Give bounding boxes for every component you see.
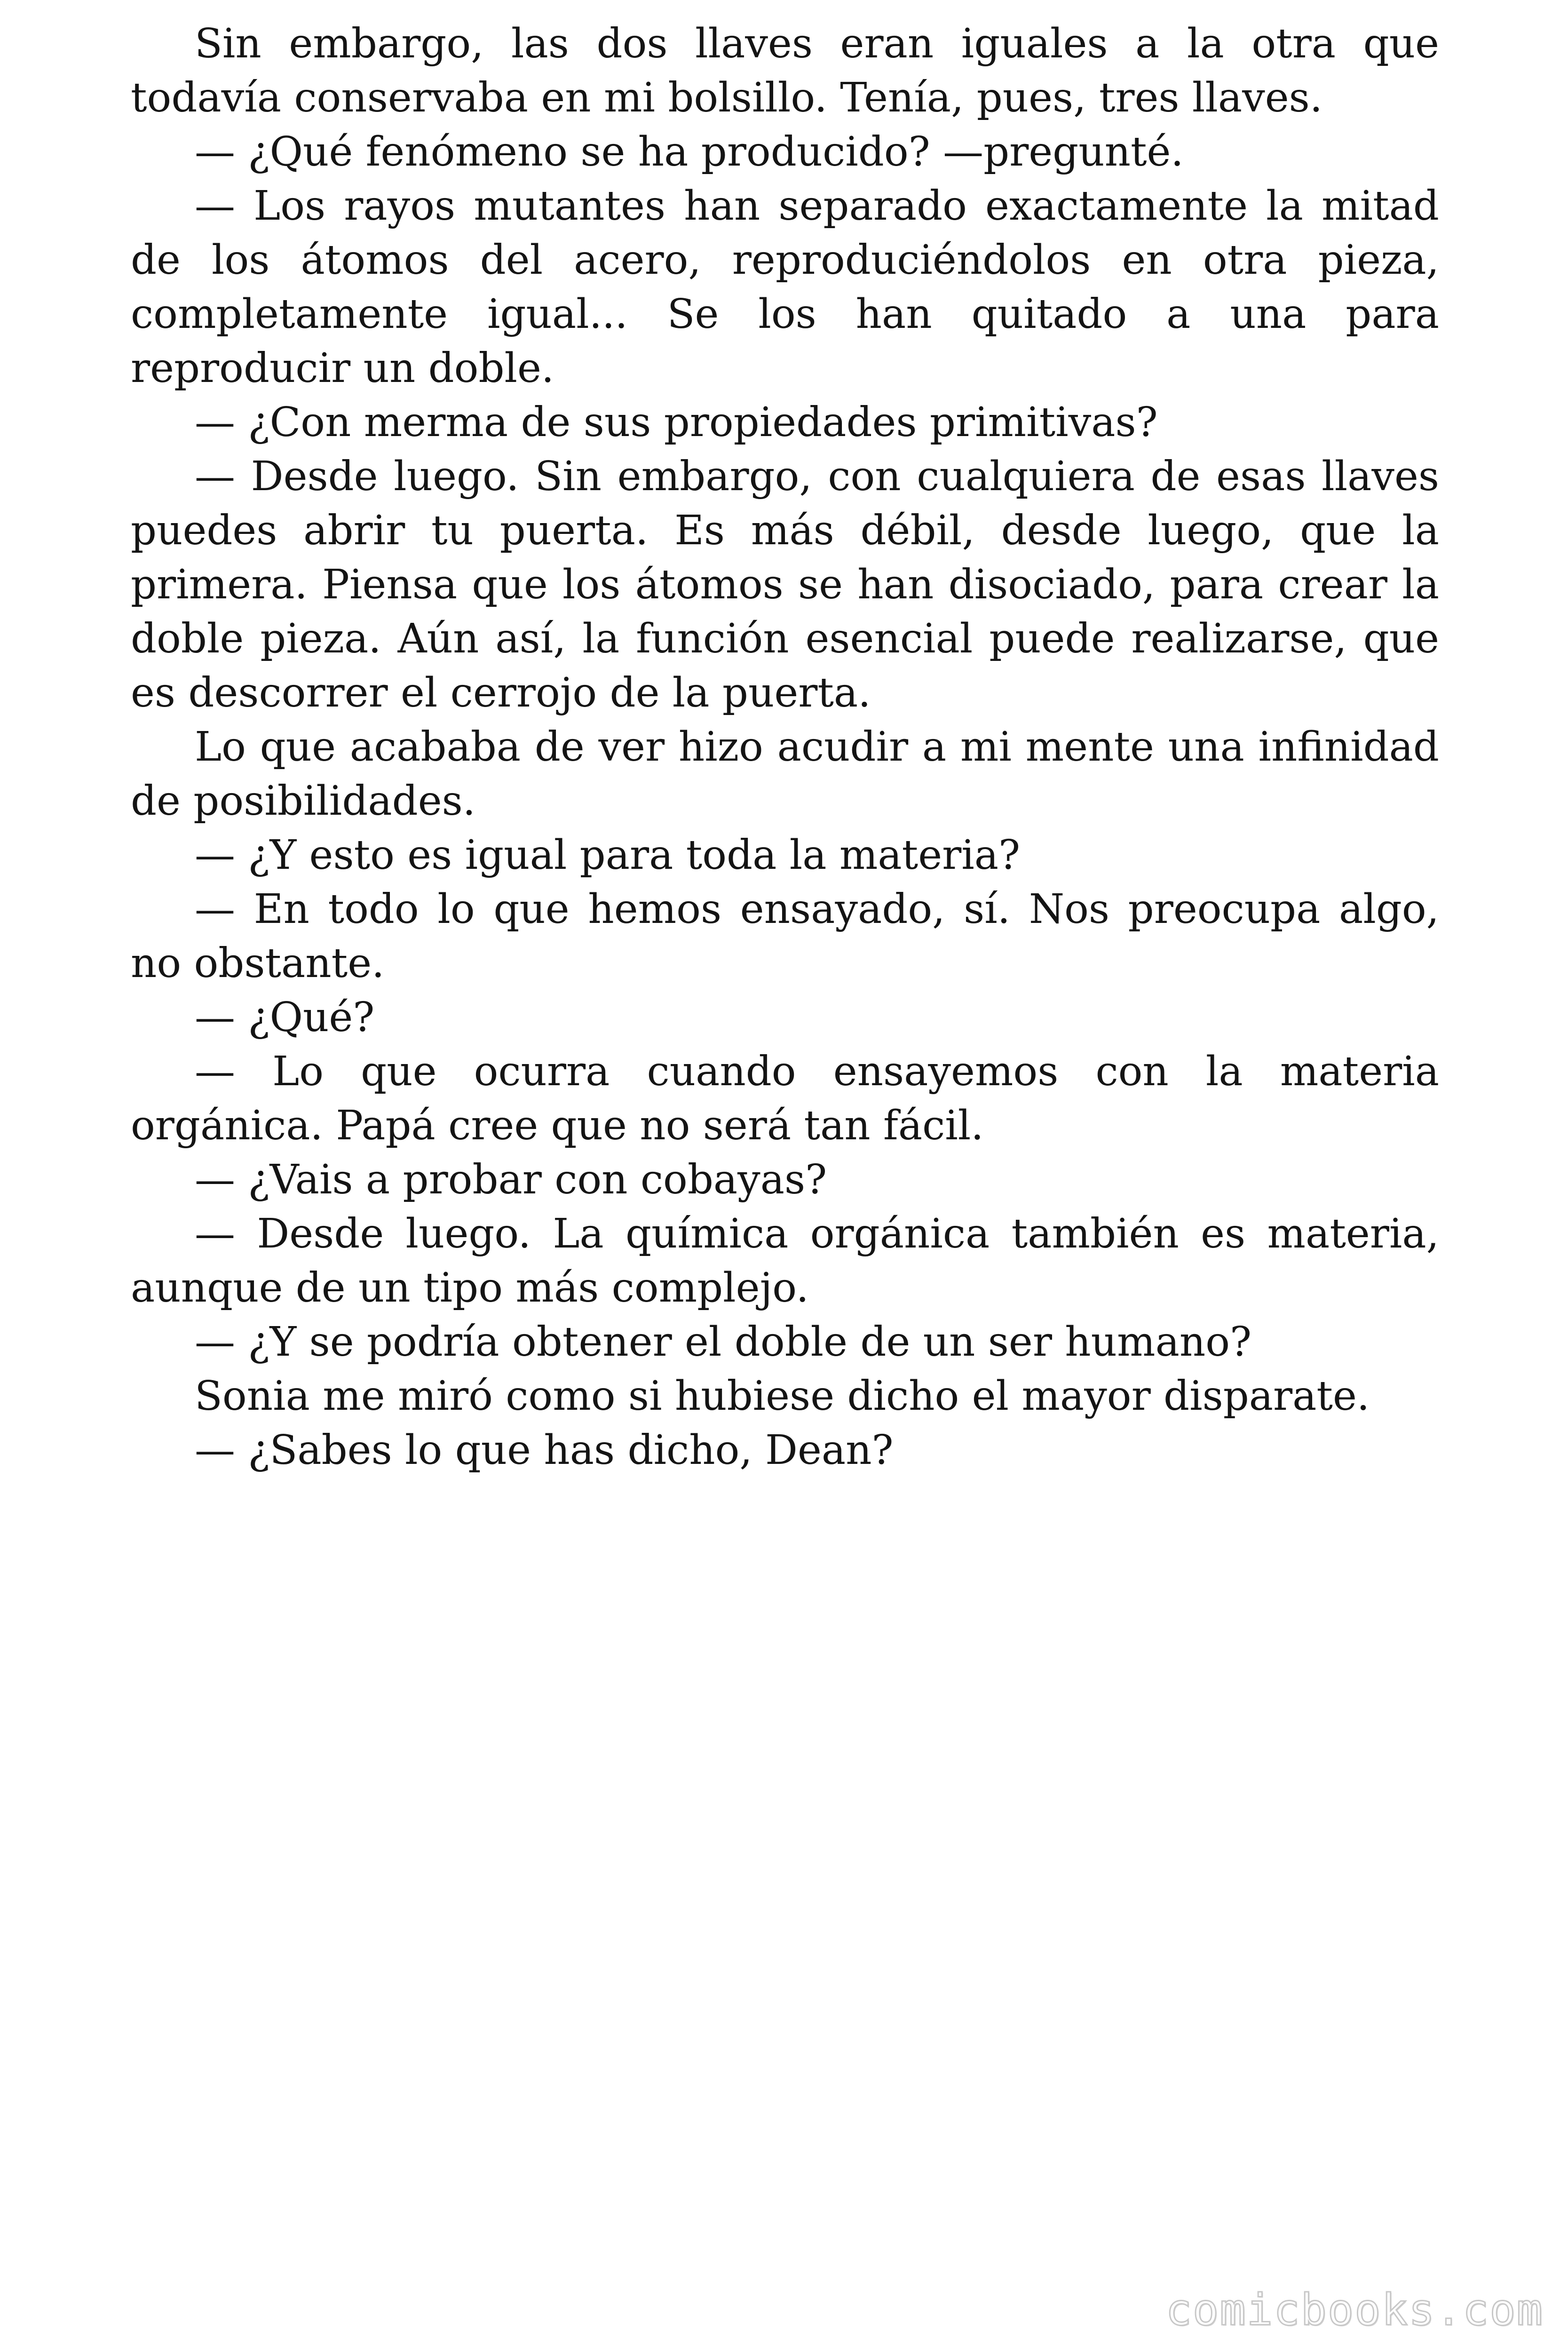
paragraph: Sin embargo, las dos llaves eran iguales a la otra que todavía conservaba en mi bolsillo. Tenía, pues, tres llaves. (131, 20, 1439, 121)
paragraph: — ¿Qué fenómeno se ha producido? —pregunté. (195, 128, 1184, 175)
paragraph: — ¿Y esto es igual para toda la materia? (195, 832, 1021, 879)
page-text (131, 17, 1439, 1478)
paragraph: — Desde luego. Sin embargo, con cualquiera de esas llaves puedes abrir tu puerta. Es más débil, desde luego, que la primera. Piensa que los átomos se han disociado, para crear la doble pieza. Aún así, la función esencial puede realizarse, que es descorrer el cerrojo de la puerta. (131, 453, 1439, 716)
paragraph: — Lo que ocurra cuando ensayemos con la materia orgánica. Papá cree que no será tan fácil. (131, 1048, 1439, 1149)
paragraph: Sonia me miró como si hubiese dicho el mayor disparate. (195, 1373, 1370, 1420)
paragraph: — ¿Sabes lo que has dicho, Dean? (195, 1427, 894, 1474)
paragraph: — En todo lo que hemos ensayado, sí. Nos preocupa algo, no obstante. (131, 886, 1439, 987)
watermark: comicbooks.com (1165, 2285, 1544, 2335)
paragraph: — Los rayos mutantes han separado exactamente la mitad de los átomos del acero, reproduciéndolos en otra pieza, completamente igual... Se los han quitado a una para reproducir un doble. (131, 183, 1439, 392)
paragraph: Lo que acababa de ver hizo acudir a mi mente una infinidad de posibilidades. (131, 723, 1439, 825)
paragraph: — ¿Qué? (195, 994, 375, 1041)
paragraph: — ¿Con merma de sus propiedades primitivas? (195, 399, 1158, 446)
paragraph: — Desde luego. La química orgánica también es materia, aunque de un tipo más complejo. (131, 1210, 1439, 1311)
paragraph: — ¿Y se podría obtener el doble de un ser humano? (195, 1319, 1252, 1366)
paragraph: — ¿Vais a probar con cobayas? (195, 1156, 827, 1203)
